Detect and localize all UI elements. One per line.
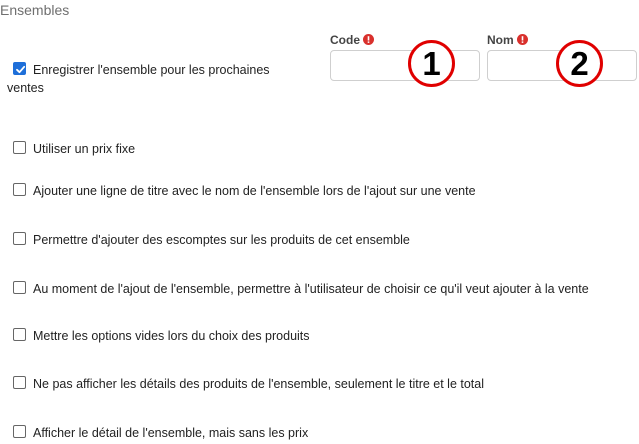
option-checkbox-discounts[interactable]: [13, 232, 26, 245]
option-label-title-line: Ajouter une ligne de titre avec le nom de l'ensemble lors de l'ajout sur une vente: [33, 184, 476, 198]
option-label-discounts: Permettre d'ajouter des escomptes sur les produits de cet ensemble: [33, 233, 410, 247]
save-ensemble-label-line1: Enregistrer l'ensemble pour les prochaines: [33, 63, 270, 77]
nom-field-label: [487, 33, 528, 47]
code-label-text: Code: [330, 33, 360, 47]
code-field-label: [330, 33, 374, 47]
option-checkbox-no-prices[interactable]: [13, 425, 26, 438]
nom-label-text: Nom: [487, 33, 514, 47]
option-label-fixed-price: Utiliser un prix fixe: [33, 142, 136, 156]
section-title: Ensembles: [0, 2, 70, 18]
option-checkbox-hide-details[interactable]: [13, 376, 26, 389]
option-label-user-choice: Au moment de l'ajout de l'ensemble, permettre à l'utilisateur de choisir ce qu'il veut ajouter à la vente: [33, 282, 589, 296]
option-checkbox-fixed-price[interactable]: [13, 141, 26, 154]
callout-1-marker: 1: [408, 40, 455, 87]
option-label-no-prices: Afficher le détail de l'ensemble, mais sans les prix: [33, 426, 309, 440]
save-ensemble-label-line2: ventes: [7, 81, 44, 95]
option-checkbox-title-line[interactable]: [13, 183, 26, 196]
save-ensemble-checkbox[interactable]: [13, 62, 26, 75]
exclamation-circle-icon: [517, 34, 528, 45]
option-checkbox-user-choice[interactable]: [13, 281, 26, 294]
option-label-empty-options: Mettre les options vides lors du choix des produits: [33, 329, 310, 343]
callout-2-marker: 2: [556, 40, 603, 87]
checkmark-icon: [15, 64, 26, 75]
option-checkbox-empty-options[interactable]: [13, 328, 26, 341]
code-input[interactable]: [330, 50, 480, 81]
exclamation-circle-icon: [363, 34, 374, 45]
option-label-hide-details: Ne pas afficher les détails des produits de l'ensemble, seulement le titre et le total: [33, 377, 485, 391]
